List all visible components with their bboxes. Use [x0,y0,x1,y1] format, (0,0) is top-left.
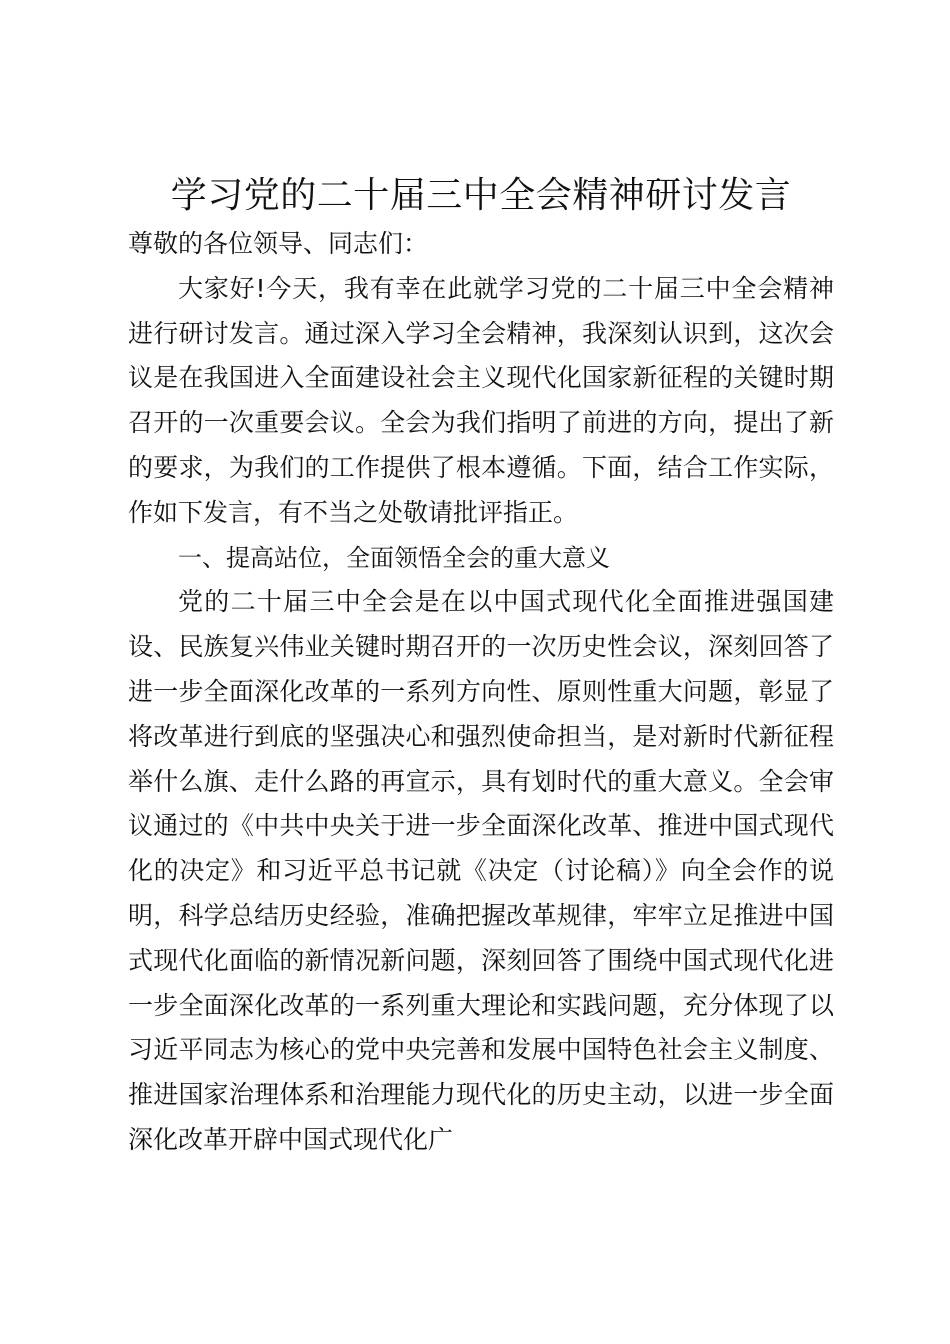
salutation: 尊敬的各位领导、同志们： [128,229,429,258]
document-body [128,170,834,1163]
paragraph-significance: 党的二十届三中全会是在以中国式现代化全面推进强国建设、民族复兴伟业关键时期召开的一次历史性会议，深刻回答了进一步全面深化改革的一系列方向性、原则性重大问题，彰显了将改革进行到底的坚强决心和强烈使命担当，是对新时代新征程举什么旗、走什么路的再宣示，具有划时代的重大意义。全会审议通过的《中共中央关于进一步全面深化改革、推进中国式现代化的决定》和习近平总书记就《决定（讨论稿）》向全会作的说明，科学总结历史经验，准确把握改革规律，牢牢立足推进中国式现代化面临的新情况新问题，深刻回答了围绕中国式现代化进一步全面深化改革的一系列重大理论和实践问题，充分体现了以习近平同志为核心的党中央完善和发展中国特色社会主义制度、推进国家治理体系和治理能力现代化的历史主动，以进一步全面深化改革开辟中国式现代化广 [128,587,834,1154]
section-heading-1: 一、提高站位，全面领悟全会的重大意义 [178,543,610,572]
document-title: 学习党的二十届三中全会精神研讨发言 [170,175,792,216]
paragraph-intro: 大家好!今天，我有幸在此就学习党的二十届三中全会精神进行研讨发言。通过深入学习全会精神，我深刻认识到，这次会议是在我国进入全面建设社会主义现代化国家新征程的关键时期召开的一次重要会议。全会为我们指明了前进的方向，提出了新的要求，为我们的工作提供了根本遵循。下面，结合工作实际，作如下发言，有不当之处敬请批评指正。 [128,273,834,527]
